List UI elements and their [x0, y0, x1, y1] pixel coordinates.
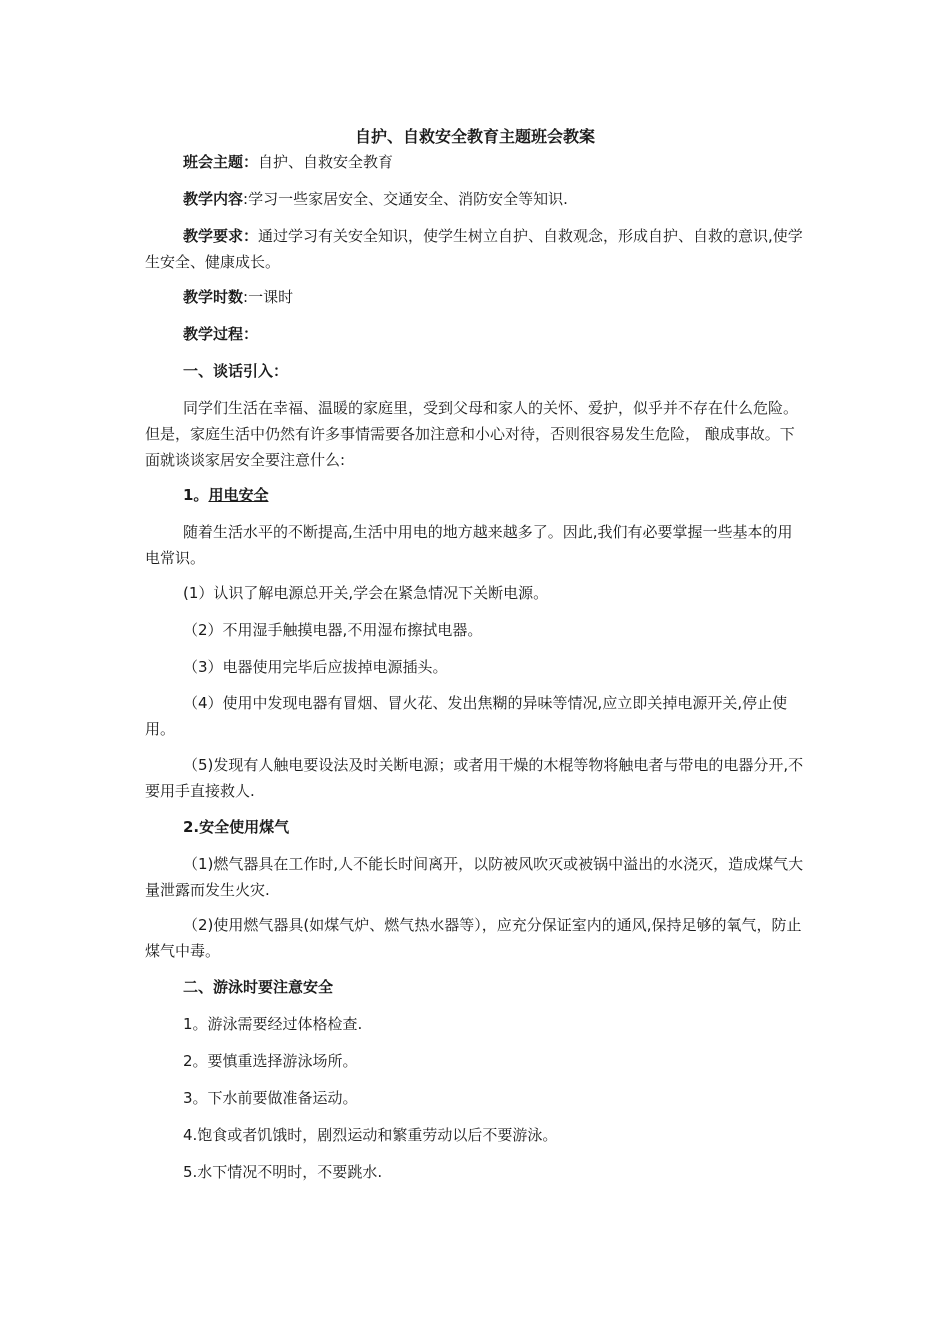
electric-safety-number: 1。: [183, 486, 209, 504]
teaching-hours-label: 教学时数: [183, 288, 244, 306]
swimming-item: 1。游泳需要经过体格检查.: [183, 1015, 363, 1033]
teaching-content-value: :学习一些家居安全、交通安全、消防安全等知识.: [243, 190, 568, 208]
electric-item: （5)发现有人触电要设法及时关断电源；或者用干燥的木棍等物将触电者与带电的电器分开,不要用手直接救人.: [145, 756, 804, 800]
teaching-requirement-label: 教学要求：: [183, 227, 259, 245]
teaching-hours-value: :一课时: [243, 288, 294, 306]
electric-item: （2）不用湿手触摸电器,不用湿布擦拭电器。: [183, 621, 483, 639]
electric-item: （3）电器使用完毕后应拔掉电源插头。: [183, 658, 448, 676]
electric-item: (1）认识了解电源总开关,学会在紧急情况下关断电源。: [183, 584, 549, 602]
section-heading-intro: 一、谈话引入：: [183, 362, 289, 380]
class-theme-label: 班会主题：: [183, 153, 259, 171]
teaching-content-label: 教学内容: [183, 190, 244, 208]
document-title: 自护、自救安全教育主题班会教案: [354, 127, 595, 146]
class-theme-line: [145, 149, 807, 175]
electric-item: （4）使用中发现电器有冒烟、冒火花、发出焦糊的异味等情况,应立即关掉电源开关,停止使用。: [145, 694, 788, 738]
swimming-item: 5.水下情况不明时，不要跳水.: [183, 1163, 383, 1181]
electric-intro-paragraph: 随着生活水平的不断提高,生活中用电的地方越来越多了。因此,我们有必要掌握一些基本的用电常识。: [145, 523, 793, 567]
class-theme-value: 自护、自救安全教育: [258, 153, 394, 171]
intro-paragraph: 同学们生活在幸福、温暖的家庭里，受到父母和家人的关怀、爱护，似乎并不存在什么危险。但是，家庭生活中仍然有许多事情需要各加注意和小心对待，否则很容易发生危险， 酿成事故。下面就谈谈家居安全要注意什么:: [145, 399, 799, 469]
swimming-item: 3。下水前要做准备运动。: [183, 1089, 358, 1107]
swimming-safety-heading: 二、游泳时要注意安全: [183, 978, 334, 996]
teaching-process-label: 教学过程：: [183, 325, 259, 343]
teaching-requirement-line: [145, 223, 807, 275]
teaching-content-line: [145, 186, 807, 212]
gas-item: （1)燃气器具在工作时,人不能长时间离开，以防被风吹灭或被锅中溢出的水浇灭，造成煤气大量泄露而发生火灾.: [145, 855, 804, 899]
swimming-item: 4.饱食或者饥饿时，剧烈运动和繁重劳动以后不要游泳。: [183, 1126, 558, 1144]
teaching-hours-line: [145, 284, 807, 310]
electric-safety-heading: [145, 482, 807, 508]
gas-item: （2)使用燃气器具(如煤气炉、燃气热水器等），应充分保证室内的通风,保持足够的氧气，防止煤气中毒。: [145, 916, 802, 960]
teaching-requirement-value: 通过学习有关安全知识，使学生树立自护、自救观念，形成自护、自救的意识,使学生安全、健康成长。: [145, 227, 803, 271]
gas-safety-heading: 2.安全使用煤气: [183, 818, 290, 836]
swimming-item: 2。要慎重选择游泳场所。: [183, 1052, 358, 1070]
electric-safety-title: 用电安全: [208, 486, 269, 504]
